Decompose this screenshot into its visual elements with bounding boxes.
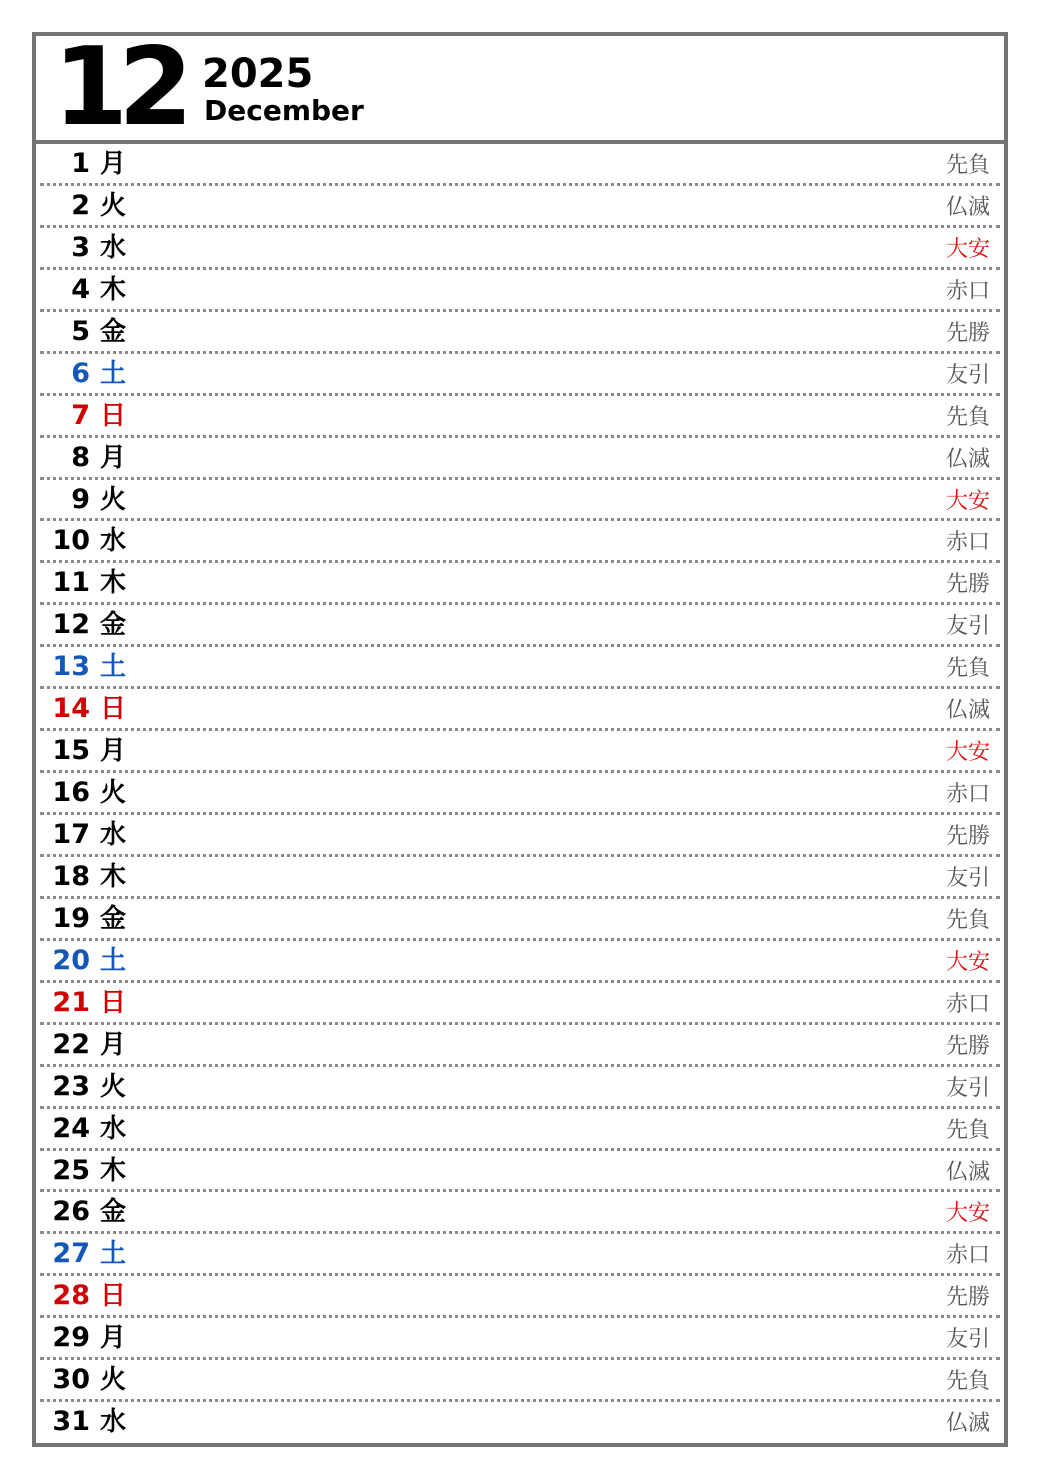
day-number: 29	[52, 1322, 90, 1354]
day-row	[36, 1192, 1004, 1234]
day-row	[36, 312, 1004, 354]
weekday-label: 月	[100, 1323, 127, 1354]
weekday-label: 木	[100, 568, 127, 599]
weekday-label: 水	[100, 1407, 127, 1438]
weekday-label: 土	[100, 652, 127, 683]
day-row	[36, 480, 1004, 522]
rokuyo-label: 先勝	[945, 572, 990, 598]
day-row	[36, 186, 1004, 228]
day-row	[36, 1025, 1004, 1067]
day-number: 5	[71, 315, 90, 347]
day-number: 9	[71, 483, 90, 515]
day-number: 22	[52, 1028, 90, 1060]
weekday-label: 月	[100, 442, 127, 473]
rokuyo-label: 先勝	[945, 320, 990, 346]
day-row	[36, 731, 1004, 773]
day-row	[36, 815, 1004, 857]
weekday-label: 木	[100, 274, 127, 305]
day-number: 4	[71, 273, 90, 305]
weekday-label: 土	[100, 358, 127, 389]
weekday-label: 火	[100, 484, 127, 515]
day-number: 10	[52, 525, 90, 557]
rokuyo-label: 大安	[945, 236, 990, 262]
rokuyo-label: 赤口	[945, 991, 990, 1017]
rokuyo-label: 仏滅	[945, 1159, 990, 1185]
rokuyo-label: 先負	[945, 1369, 990, 1395]
weekday-label: 火	[100, 778, 127, 809]
rokuyo-label: 赤口	[945, 1243, 990, 1269]
rokuyo-label: 赤口	[945, 278, 990, 304]
day-number: 21	[52, 986, 90, 1018]
weekday-label: 土	[100, 945, 127, 976]
weekday-label: 金	[100, 1197, 127, 1228]
weekday-label: 月	[100, 736, 127, 767]
month-name-label: December	[204, 94, 364, 127]
weekday-label: 水	[100, 820, 127, 850]
rokuyo-label: 大安	[945, 1201, 990, 1227]
day-number: 11	[52, 567, 90, 599]
day-row	[36, 1318, 1004, 1360]
day-row	[36, 857, 1004, 899]
weekday-label: 水	[100, 1113, 127, 1144]
weekday-label: 月	[100, 1029, 127, 1060]
day-row	[36, 689, 1004, 731]
rokuyo-label: 大安	[945, 740, 990, 766]
calendar-header	[36, 25, 1004, 150]
weekday-label: 日	[100, 694, 127, 725]
weekday-label: 木	[100, 861, 127, 892]
day-number: 7	[71, 399, 90, 431]
day-row	[36, 1276, 1004, 1318]
weekday-label: 日	[100, 1281, 127, 1312]
day-number: 17	[52, 819, 90, 850]
rokuyo-label: 先勝	[945, 1285, 990, 1311]
day-row	[36, 1109, 1004, 1151]
rokuyo-label: 仏滅	[945, 698, 990, 724]
day-number: 24	[52, 1112, 90, 1144]
weekday-label: 日	[100, 987, 127, 1018]
day-row	[36, 354, 1004, 396]
rokuyo-label: 仏滅	[945, 446, 990, 472]
rokuyo-label: 先負	[945, 153, 990, 178]
weekday-label: 金	[100, 610, 127, 641]
day-row	[36, 647, 1004, 689]
day-row	[36, 521, 1004, 563]
weekday-label: 火	[100, 190, 127, 221]
day-row	[36, 228, 1004, 270]
day-row	[36, 1151, 1004, 1193]
day-row	[36, 899, 1004, 941]
day-number: 19	[52, 902, 90, 934]
day-number: 26	[52, 1196, 90, 1228]
day-row	[36, 396, 1004, 438]
day-row	[36, 1402, 1004, 1444]
day-number: 2	[71, 189, 90, 221]
weekday-label: 水	[100, 232, 127, 263]
rokuyo-label: 先勝	[945, 1033, 990, 1059]
day-list	[36, 144, 1004, 1444]
day-row	[36, 941, 1004, 983]
rokuyo-label: 仏滅	[945, 194, 990, 220]
day-number: 1	[71, 148, 90, 179]
calendar-frame	[32, 25, 1008, 1447]
day-number: 20	[52, 944, 90, 976]
day-row	[36, 144, 1004, 186]
rokuyo-label: 友引	[945, 865, 990, 891]
day-number: 23	[52, 1070, 90, 1102]
rokuyo-label: 友引	[945, 1327, 990, 1353]
day-number: 27	[52, 1238, 90, 1270]
day-row	[36, 773, 1004, 815]
day-number: 30	[52, 1364, 90, 1396]
rokuyo-label: 大安	[945, 949, 990, 975]
weekday-label: 土	[100, 1239, 127, 1270]
rokuyo-label: 大安	[945, 488, 990, 514]
day-row	[36, 983, 1004, 1025]
rokuyo-label: 友引	[945, 1075, 990, 1101]
day-number: 28	[52, 1280, 90, 1312]
day-number: 14	[52, 693, 90, 725]
weekday-label: 火	[100, 1365, 127, 1396]
day-number: 6	[71, 357, 90, 389]
rokuyo-label: 友引	[945, 614, 990, 640]
day-row	[36, 438, 1004, 480]
day-row	[36, 1067, 1004, 1109]
month-number: 12	[53, 25, 184, 150]
day-number: 16	[52, 777, 90, 809]
rokuyo-label: 先勝	[945, 824, 990, 849]
year-label: 2025	[202, 51, 314, 97]
weekday-label: 木	[100, 1155, 127, 1186]
rokuyo-label: 赤口	[945, 782, 990, 808]
weekday-label: 金	[100, 316, 127, 347]
day-number: 31	[52, 1406, 90, 1438]
rokuyo-label: 先負	[945, 1117, 990, 1143]
day-row	[36, 1360, 1004, 1402]
day-row	[36, 563, 1004, 605]
rokuyo-label: 先負	[945, 404, 990, 430]
day-number: 15	[52, 735, 90, 767]
rokuyo-label: 先負	[945, 907, 990, 933]
day-row	[36, 605, 1004, 647]
rokuyo-label: 先負	[945, 656, 990, 682]
rokuyo-label: 赤口	[945, 530, 990, 556]
day-row	[36, 1234, 1004, 1276]
day-number: 12	[52, 609, 90, 641]
day-number: 25	[52, 1154, 90, 1186]
weekday-label: 金	[100, 903, 127, 934]
weekday-label: 日	[100, 400, 127, 431]
rokuyo-label: 友引	[945, 362, 990, 388]
day-number: 13	[52, 651, 90, 683]
day-number: 3	[71, 231, 90, 263]
weekday-label: 月	[100, 149, 127, 179]
rokuyo-label: 仏滅	[945, 1411, 990, 1437]
day-number: 8	[71, 441, 90, 473]
weekday-label: 水	[100, 526, 127, 557]
weekday-label: 火	[100, 1071, 127, 1102]
day-number: 18	[52, 860, 90, 892]
day-row	[36, 270, 1004, 312]
